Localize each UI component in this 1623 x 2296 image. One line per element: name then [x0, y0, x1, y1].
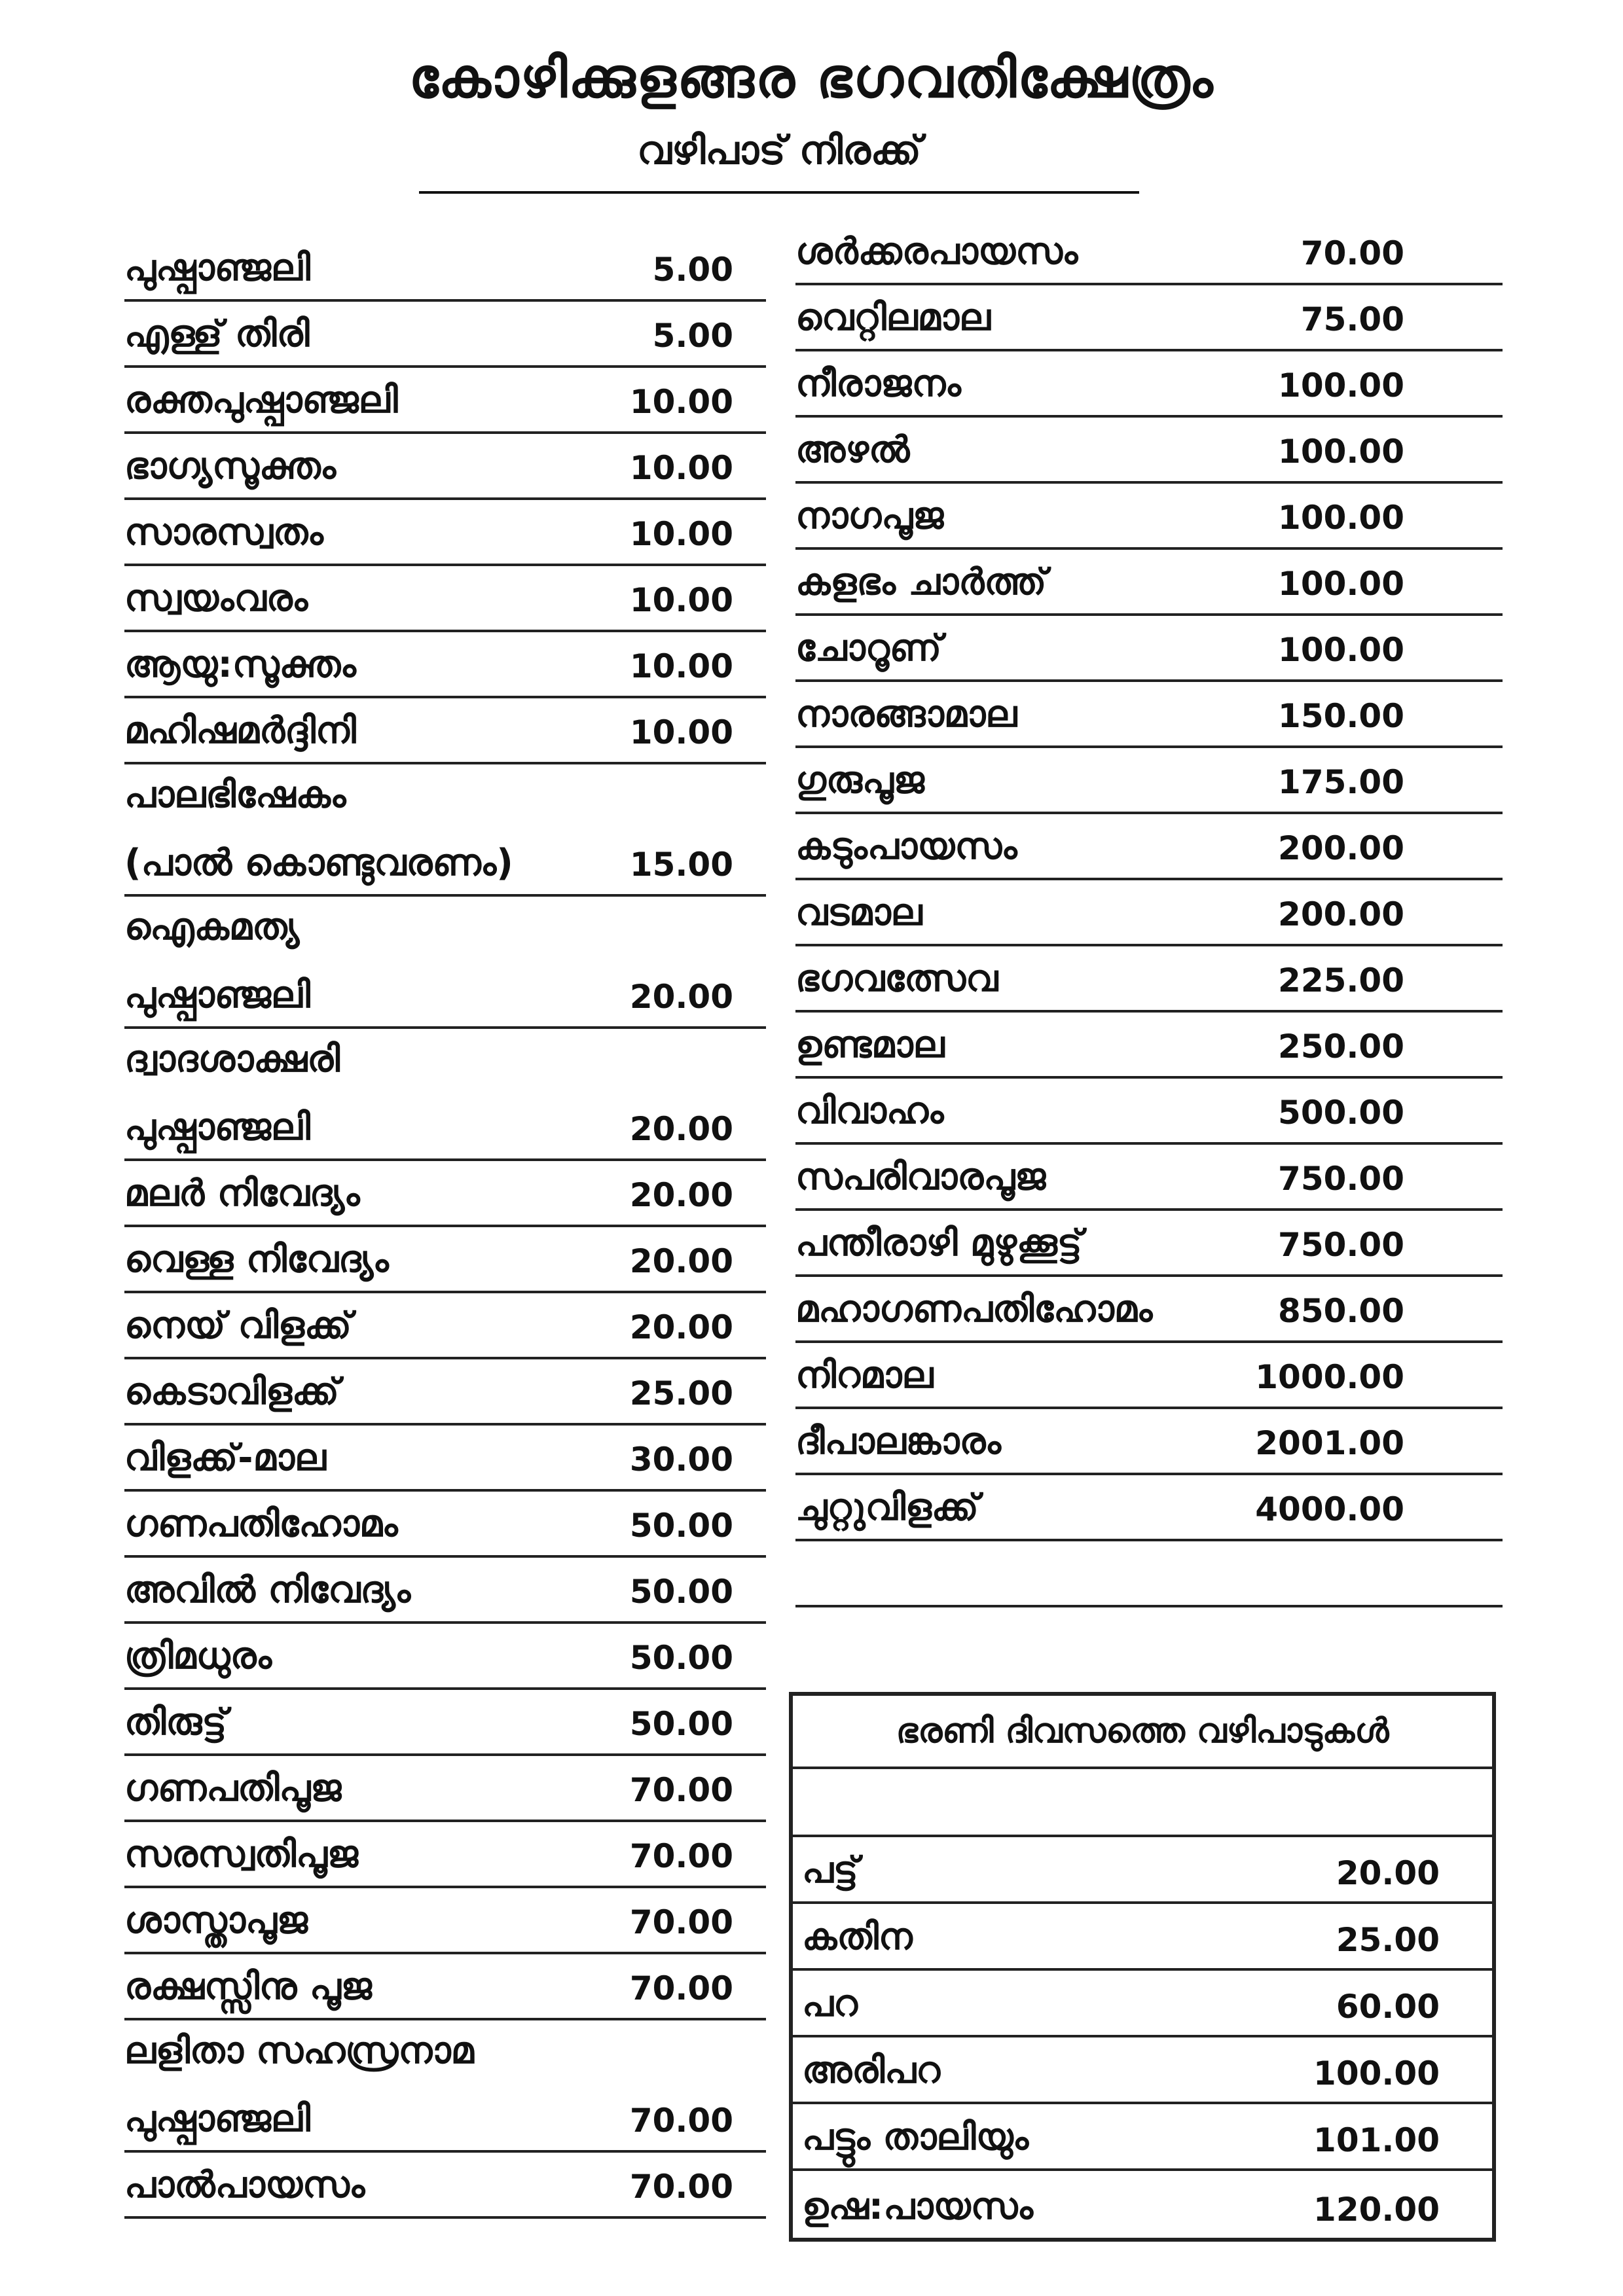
offering-price: 20.00	[629, 1308, 733, 1346]
offering-name: അഴൽ	[795, 429, 910, 471]
offering-name: ഭാഗ്യസൂക്തം	[124, 445, 337, 488]
price-row	[124, 1227, 766, 1293]
price-row	[124, 1624, 766, 1690]
offering-name: രക്ഷസ്സിനു പൂജ	[124, 1965, 372, 2008]
offering-price: 50.00	[629, 1705, 733, 1743]
bharani-row	[793, 1904, 1492, 1971]
bharani-row	[793, 1837, 1492, 1904]
offering-price: 150.00	[1278, 697, 1404, 735]
offering-price: 10.00	[629, 515, 733, 553]
offering-price: 2001.00	[1255, 1424, 1404, 1462]
price-row	[795, 682, 1503, 748]
offering-price: 15.00	[629, 846, 733, 884]
offering-name: ആയു:സൂക്തം	[124, 643, 356, 686]
offering-price: 75.00	[1300, 300, 1404, 338]
price-row	[124, 1822, 766, 1888]
bharani-offering-name: അരിപറ	[802, 2049, 941, 2092]
offering-price: 850.00	[1278, 1292, 1404, 1330]
price-row	[795, 1277, 1503, 1343]
offering-price: 70.00	[629, 1771, 733, 1809]
offering-name: കടുംപായസം	[795, 825, 1017, 868]
offering-name: ഐകമത്യ	[124, 906, 300, 948]
price-row	[795, 1409, 1503, 1475]
offering-price: 250.00	[1278, 1028, 1404, 1066]
offering-name: പന്തീരാഴി മുഴുക്കൂട്ട്	[795, 1222, 1082, 1265]
offering-price: 10.00	[629, 713, 733, 751]
bharani-offering-name: പട്ട്	[802, 1849, 858, 1892]
offering-name: രക്തപുഷ്പാഞ്ജലി	[124, 379, 398, 422]
offering-price: 5.00	[652, 251, 733, 289]
price-row	[124, 1954, 766, 2020]
offering-name: ചോറൂണ്	[795, 627, 942, 670]
offering-price: 50.00	[629, 1573, 733, 1611]
offering-name-line2: (പാൽ കൊണ്ടുവരണം)	[124, 842, 513, 884]
offering-price: 100.00	[1278, 433, 1404, 471]
offering-price: 200.00	[1278, 829, 1404, 867]
price-row	[124, 1492, 766, 1558]
price-row	[124, 632, 766, 698]
offering-price: 10.00	[629, 647, 733, 685]
offering-price: 200.00	[1278, 895, 1404, 933]
offering-name: തിരുട്ട്	[124, 1701, 227, 1744]
price-row	[124, 2153, 766, 2219]
offering-name: നാഗപൂജ	[795, 495, 944, 537]
offering-name: ശാസ്താപൂജ	[124, 1899, 308, 1942]
offering-price: 20.00	[629, 1176, 733, 1214]
page-subtitle: വഴിപാട് നിരക്ക്	[637, 128, 921, 173]
price-row	[124, 1029, 766, 1161]
offering-name: ലളിതാ സഹസ്രനാമ	[124, 2030, 474, 2072]
offering-name: എള്ള് തിരി	[124, 313, 310, 355]
bharani-heading: ഭരണി ദിവസത്തെ വഴിപാടുകൾ	[793, 1696, 1492, 1769]
offering-name: ഗണപതിപൂജ	[124, 1767, 342, 1810]
price-row	[795, 1211, 1503, 1277]
bharani-offering-name: പട്ടും താലിയും	[802, 2116, 1029, 2159]
offering-name: ഉണ്ടമാല	[795, 1024, 945, 1066]
offering-price: 70.00	[629, 1837, 733, 1875]
page-title: കോഴിക്കുളങ്ങര ഭഗവതിക്ഷേത്രം	[409, 46, 1214, 110]
price-row	[795, 880, 1503, 946]
offering-name: ചുറ്റുവിളക്ക്	[795, 1486, 979, 1529]
offering-price: 20.00	[629, 1110, 733, 1148]
price-row	[124, 2020, 766, 2153]
price-row	[124, 1426, 766, 1492]
offering-name: സരസ്വതിപൂജ	[124, 1833, 358, 1876]
offering-name-line2: പുഷ്പാഞ്ജലി	[124, 1106, 310, 1149]
price-row	[795, 1475, 1503, 1541]
offering-price: 70.00	[629, 2102, 733, 2140]
bharani-offering-price: 60.00	[1336, 1988, 1440, 2026]
price-row	[124, 236, 766, 302]
offering-name: മഹിഷമർദ്ദിനി	[124, 709, 356, 752]
offering-price: 70.00	[1300, 234, 1404, 272]
offering-price: 500.00	[1278, 1094, 1404, 1132]
offering-name: വിളക്ക്-മാല	[124, 1437, 326, 1479]
offering-price: 100.00	[1278, 565, 1404, 603]
price-row	[795, 748, 1503, 814]
offering-name: പാൽപായസം	[124, 2164, 365, 2206]
offering-name: ഗുരുപൂജ	[795, 759, 924, 802]
bharani-blank-row	[793, 1769, 1492, 1837]
offering-name: മഹാഗണപതിഹോമം	[795, 1288, 1153, 1331]
offering-price: 70.00	[629, 2168, 733, 2206]
price-row	[795, 616, 1503, 682]
price-row	[795, 351, 1503, 418]
offering-price: 225.00	[1278, 961, 1404, 999]
bharani-offering-price: 25.00	[1336, 1921, 1440, 1959]
bharani-offering-price: 100.00	[1313, 2054, 1440, 2092]
price-row	[124, 1888, 766, 1954]
bharani-offering-price: 101.00	[1313, 2121, 1440, 2159]
price-row	[124, 434, 766, 500]
price-row	[124, 698, 766, 764]
offering-price: 25.00	[629, 1374, 733, 1412]
left-price-list	[124, 236, 766, 2219]
price-row	[124, 1558, 766, 1624]
price-row	[124, 764, 766, 897]
offering-name: ത്രിമധുരം	[124, 1635, 272, 1677]
offering-price: 4000.00	[1255, 1490, 1404, 1528]
offering-price: 100.00	[1278, 631, 1404, 669]
offering-name: ഗണപതിഹോമം	[124, 1503, 398, 1545]
offering-name: നെയ് വിളക്ക്	[124, 1304, 352, 1347]
offering-name: അവിൽ നിവേദ്യം	[124, 1569, 411, 1611]
offering-name-line2: പുഷ്പാഞ്ജലി	[124, 2098, 310, 2140]
price-row	[124, 1756, 766, 1822]
offering-price: 50.00	[629, 1507, 733, 1545]
bharani-offering-price: 120.00	[1313, 2191, 1440, 2229]
offering-price: 10.00	[629, 449, 733, 487]
price-row	[795, 1343, 1503, 1409]
price-row	[795, 946, 1503, 1013]
offering-price: 5.00	[652, 317, 733, 355]
offering-name: സാരസ്വതം	[124, 511, 323, 554]
bharani-offering-price: 20.00	[1336, 1854, 1440, 1892]
price-row	[795, 484, 1503, 550]
price-row	[795, 550, 1503, 616]
price-row	[124, 1690, 766, 1756]
bharani-row	[793, 2104, 1492, 2171]
offering-name: നിറമാല	[795, 1354, 934, 1397]
offering-name: ദ്വാദശാക്ഷരി	[124, 1038, 340, 1081]
offering-name-line2: പുഷ്പാഞ്ജലി	[124, 974, 310, 1016]
offering-price: 100.00	[1278, 367, 1404, 404]
right-price-list	[795, 219, 1503, 1607]
price-row	[795, 1013, 1503, 1079]
offering-price: 50.00	[629, 1639, 733, 1677]
offering-price: 20.00	[629, 1242, 733, 1280]
offering-name: കളഭം ചാർത്ത്	[795, 561, 1047, 603]
offering-name: സ്വയംവരം	[124, 577, 308, 620]
price-row	[795, 1079, 1503, 1145]
price-row	[795, 814, 1503, 880]
price-row	[795, 418, 1503, 484]
offering-price: 10.00	[629, 581, 733, 619]
bharani-offerings-box	[789, 1692, 1496, 2242]
price-row	[795, 1145, 1503, 1211]
offering-name: ദീപാലങ്കാരം	[795, 1420, 1001, 1463]
offering-name: പുഷ്പാഞ്ജലി	[124, 247, 310, 289]
price-row	[124, 1359, 766, 1426]
price-row	[124, 1293, 766, 1359]
bharani-offering-name: കതിന	[802, 1916, 913, 1958]
offering-name: വിവാഹം	[795, 1090, 944, 1132]
offering-name: നീരാജനം	[795, 363, 961, 405]
price-row	[124, 566, 766, 632]
offering-name: വടമാല	[795, 891, 922, 934]
subtitle-divider	[419, 191, 1139, 194]
offering-price: 750.00	[1278, 1160, 1404, 1198]
offering-price: 100.00	[1278, 499, 1404, 537]
offering-price: 20.00	[629, 978, 733, 1016]
price-row	[124, 897, 766, 1029]
offering-name: വെള്ള നിവേദ്യം	[124, 1238, 389, 1281]
offering-price: 70.00	[629, 1969, 733, 2007]
bharani-row	[793, 2037, 1492, 2104]
offering-name: മലർ നിവേദ്യം	[124, 1172, 360, 1215]
offering-price: 750.00	[1278, 1226, 1404, 1264]
offering-name: ഭഗവത്സേവ	[795, 958, 998, 1000]
offering-price: 1000.00	[1255, 1358, 1404, 1396]
bharani-offering-name: ഉഷ:പായസം	[802, 2185, 1033, 2228]
price-row	[124, 1161, 766, 1227]
price-row	[124, 368, 766, 434]
offering-price: 30.00	[629, 1441, 733, 1479]
offering-price: 175.00	[1278, 763, 1404, 801]
bharani-offering-name: പറ	[802, 1982, 858, 2025]
price-row	[795, 219, 1503, 285]
offering-price: 10.00	[629, 383, 733, 421]
blank-row	[795, 1541, 1503, 1607]
bharani-row	[793, 2171, 1492, 2238]
offering-name: സപരിവാരപൂജ	[795, 1156, 1046, 1198]
offering-name: കെടാവിളക്ക്	[124, 1371, 339, 1413]
offering-name: ശർക്കരപായസം	[795, 230, 1078, 273]
bharani-row	[793, 1971, 1492, 2037]
offering-name: പാലഭിഷേകം	[124, 774, 346, 816]
price-row	[795, 285, 1503, 351]
price-row	[124, 500, 766, 566]
price-row	[124, 302, 766, 368]
offering-name: നാരങ്ങാമാല	[795, 693, 1017, 736]
offering-name: വെറ്റിലമാല	[795, 296, 991, 339]
offering-price: 70.00	[629, 1903, 733, 1941]
